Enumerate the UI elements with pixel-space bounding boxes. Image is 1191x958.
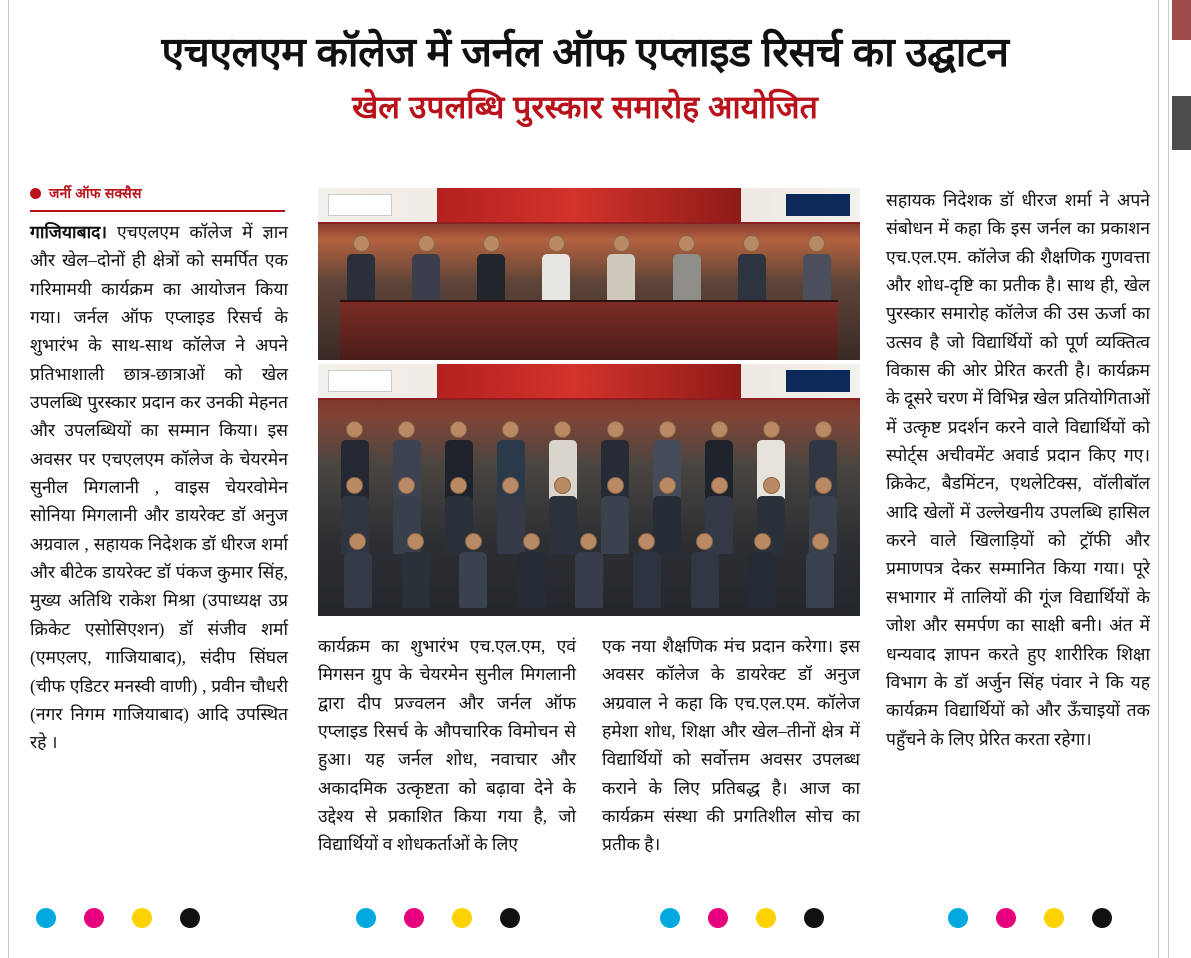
stage-banner bbox=[318, 364, 860, 400]
person-head bbox=[465, 533, 482, 550]
black-registration-dot bbox=[500, 908, 520, 928]
yellow-registration-dot bbox=[132, 908, 152, 928]
person-head bbox=[502, 477, 519, 494]
page-rule-right-inner bbox=[1158, 0, 1159, 958]
yellow-registration-dot bbox=[452, 908, 472, 928]
person-body bbox=[633, 552, 661, 608]
black-registration-dot bbox=[180, 908, 200, 928]
person-figure bbox=[690, 533, 720, 608]
article-column-3-text: एक नया शैक्षणिक मंच प्रदान करेगा। इस अवसर कॉलेज के डायरेक्ट डॉ अनुज अग्रवाल ने कहा कि एच.एल.एम. कॉलेज हमेशा शोध, शिक्षा और खेल–तीनों क्षेत्र में विद्यार्थियों को सर्वोत्तम अवसर उपलब्ध कराने के लिए प्रतिबद्ध है। आज का कार्यक्रम संस्था की प्रगतिशील सोच का प्रतीक है। bbox=[602, 636, 860, 855]
sports-award-group-photo bbox=[318, 364, 860, 616]
person-figure bbox=[458, 533, 488, 608]
magenta-registration-dot bbox=[84, 908, 104, 928]
page-edge-strip bbox=[1172, 0, 1191, 958]
person-figure bbox=[574, 533, 604, 608]
person-body bbox=[402, 552, 430, 608]
kicker-divider bbox=[30, 210, 285, 212]
person-head bbox=[554, 477, 571, 494]
article-column-2 bbox=[318, 632, 576, 859]
person-body bbox=[344, 552, 372, 608]
magenta-registration-dot bbox=[708, 908, 728, 928]
person-figure bbox=[516, 533, 546, 608]
stage-table bbox=[340, 300, 839, 360]
stage-banner-center bbox=[437, 188, 741, 222]
person-figure bbox=[606, 235, 636, 308]
person-head bbox=[696, 533, 713, 550]
registration-marks-group-1 bbox=[36, 908, 200, 928]
hlm-logo-icon bbox=[328, 194, 392, 216]
person-figure bbox=[411, 235, 441, 308]
person-body bbox=[575, 552, 603, 608]
person-body bbox=[806, 552, 834, 608]
person-figure bbox=[737, 235, 767, 308]
black-registration-dot bbox=[804, 908, 824, 928]
page-title: एचएलएम कॉलेज में जर्नल ऑफ एप्लाइड रिसर्च का उद्घाटन bbox=[161, 29, 1009, 75]
person-head bbox=[815, 421, 832, 438]
registration-marks-group-3 bbox=[660, 908, 824, 928]
person-figure bbox=[632, 533, 662, 608]
article-column-4-text: सहायक निदेशक डॉ धीरज शर्मा ने अपने संबोधन में कहा कि इस जर्नल का प्रकाशन एच.एल.एम. कॉलेज की शैक्षणिक गुणवत्ता और शोध-दृष्टि का प्रतीक है। साथ ही, खेल पुरस्कार समारोह कॉलेज की उस ऊर्जा का उत्सव है जो विद्यार्थियों को पूर्ण व्यक्तित्व विकास की ओर प्रेरित करती है। कार्यक्रम के दूसरे चरण में विभिन्न खेल प्रतियोगिताओं में उत्कृष्ट प्रदर्शन करने वाले विद्यार्थियों को स्पोर्ट्स अचीवमेंट अवार्ड प्रदान किए गए। क्रिकेट, बैडमिंटन, एथलेटिक्स, वॉलीबॉल आदि खेलों में उल्लेखनीय उपलब्धि हासिल करने वाले खिलाड़ियों को ट्रॉफी और प्रमाणपत्र देकर सम्मानित किया गया। पूरे सभागार में तालियों की गूंज विद्यार्थियों के जोश और समर्पण का साक्षी बनी। अंत में धन्यवाद ज्ञापन करते हुए शारीरिक शिक्षा विभाग के डॉ अर्जुन सिंह पंवार ने कि यह कार्यक्रम विद्यार्थियों को और ऊँचाइयों तक पहुँचने के लिए प्रेरित करता रहेगा। bbox=[886, 190, 1150, 749]
person-head bbox=[763, 421, 780, 438]
person-figure bbox=[476, 235, 506, 308]
kicker bbox=[30, 184, 285, 212]
bullet-icon bbox=[30, 188, 41, 199]
cyan-registration-dot bbox=[356, 908, 376, 928]
person-head bbox=[502, 421, 519, 438]
person-head bbox=[407, 533, 424, 550]
stage-banner bbox=[318, 188, 860, 224]
page-subtitle: खेल उपलब्धि पुरस्कार समारोह आयोजित bbox=[352, 89, 818, 126]
registration-marks-group-2 bbox=[356, 908, 520, 928]
person-head bbox=[398, 477, 415, 494]
journal-launch-stage-photo bbox=[318, 188, 860, 360]
person-body bbox=[748, 552, 776, 608]
article-column-4 bbox=[886, 186, 1150, 753]
article-column-1-text: एचएलएम कॉलेज में ज्ञान और खेल–दोनों ही क्षेत्रों को समर्पित एक गरिमामयी कार्यक्रम का आयोजन किया गया। जर्नल ऑफ एप्लाइड रिसर्च के शुभारंभ के साथ-साथ कॉलेज ने अपने प्रतिभाशाली छात्र-छात्राओं को खेल उपलब्धि पुरस्कार प्रदान कर उनकी मेहनत और उपलब्धियों का सम्मान किया। इस अवसर पर एचएलएम कॉलेज के चेयरमेन सुनील मिगलानी , वाइस चेयरवोमेन सोनिया मिगलानी और डायरेक्ट डॉ अनुज अग्रवाल , सहायक निदेशक डॉ धीरज शर्मा और बीटेक डायरेक्ट डॉ पंकज कुमार सिंह, मुख्य अतिथि राकेश मिश्रा (उपाध्यक्ष उप्र क्रिकेट एसोसिएशन) डॉ संजीव शर्मा (एमएलए, गाजियाबाद), संदीप सिंघल (चीफ एडिटर मनस्वी वाणी) , प्रवीन चौधरी (नगर निगम गाजियाबाद) आदि उपस्थित रहे । bbox=[30, 222, 288, 753]
person-figure bbox=[747, 533, 777, 608]
cyan-registration-dot bbox=[660, 908, 680, 928]
dateline: गाजियाबाद। bbox=[30, 222, 108, 242]
headline-block bbox=[20, 28, 1150, 127]
person-head bbox=[808, 235, 825, 252]
page-rule-right-outer bbox=[1168, 0, 1169, 958]
person-head bbox=[754, 533, 771, 550]
person-figure bbox=[802, 235, 832, 308]
person-head bbox=[346, 477, 363, 494]
person-body bbox=[459, 552, 487, 608]
hlm-logo-icon bbox=[328, 370, 392, 392]
person-figure bbox=[401, 533, 431, 608]
article-column-1 bbox=[30, 218, 288, 757]
article-column-2-text: कार्यक्रम का शुभारंभ एच.एल.एम, एवं मिगसन ग्रुप के चेयरमेन सुनील मिगलानी द्वारा दीप प्रज्वलन और जर्नल ऑफ एप्लाइड रिसर्च के औपचारिक विमोचन से हुआ। यह जर्नल शोध, नवाचार और अकादमिक उत्कृष्टता को बढ़ावा देने के उद्देश्य से प्रकाशित किया गया है, जो विद्यार्थियों व शोधकर्ताओं के लिए bbox=[318, 636, 576, 855]
person-head bbox=[613, 235, 630, 252]
person-figure bbox=[805, 533, 835, 608]
person-figure bbox=[346, 235, 376, 308]
page-rule-left bbox=[8, 0, 9, 958]
person-head bbox=[548, 235, 565, 252]
person-figure bbox=[541, 235, 571, 308]
person-head bbox=[659, 421, 676, 438]
migsun-logo-icon bbox=[786, 370, 850, 392]
person-head bbox=[349, 533, 366, 550]
person-head bbox=[346, 421, 363, 438]
cyan-registration-dot bbox=[948, 908, 968, 928]
person-figure bbox=[672, 235, 702, 308]
person-head bbox=[659, 477, 676, 494]
person-head bbox=[711, 421, 728, 438]
person-head bbox=[353, 235, 370, 252]
person-head bbox=[711, 477, 728, 494]
magenta-registration-dot bbox=[404, 908, 424, 928]
magenta-registration-dot bbox=[996, 908, 1016, 928]
migsun-logo-icon bbox=[786, 194, 850, 216]
person-head bbox=[743, 235, 760, 252]
person-head bbox=[763, 477, 780, 494]
person-head bbox=[450, 421, 467, 438]
stage-banner-center bbox=[437, 364, 741, 398]
yellow-registration-dot bbox=[756, 908, 776, 928]
person-head bbox=[398, 421, 415, 438]
article-paragraph-1 bbox=[30, 218, 288, 757]
yellow-registration-dot bbox=[1044, 908, 1064, 928]
person-head bbox=[812, 533, 829, 550]
person-head bbox=[554, 421, 571, 438]
person-figure bbox=[343, 533, 373, 608]
stage-dignitaries-row bbox=[329, 234, 849, 308]
group-photo-front-row bbox=[329, 530, 849, 608]
registration-marks-group-4 bbox=[948, 908, 1112, 928]
person-body bbox=[691, 552, 719, 608]
person-head bbox=[580, 533, 597, 550]
person-head bbox=[607, 421, 624, 438]
article-column-3 bbox=[602, 632, 860, 859]
black-registration-dot bbox=[1092, 908, 1112, 928]
person-head bbox=[418, 235, 435, 252]
kicker-row bbox=[30, 184, 285, 203]
person-head bbox=[678, 235, 695, 252]
kicker-label: जर्नी ऑफ सक्सैस bbox=[49, 185, 142, 201]
cyan-registration-dot bbox=[36, 908, 56, 928]
person-head bbox=[607, 477, 624, 494]
person-head bbox=[450, 477, 467, 494]
person-head bbox=[523, 533, 540, 550]
person-head bbox=[483, 235, 500, 252]
person-body bbox=[517, 552, 545, 608]
person-head bbox=[638, 533, 655, 550]
person-head bbox=[815, 477, 832, 494]
